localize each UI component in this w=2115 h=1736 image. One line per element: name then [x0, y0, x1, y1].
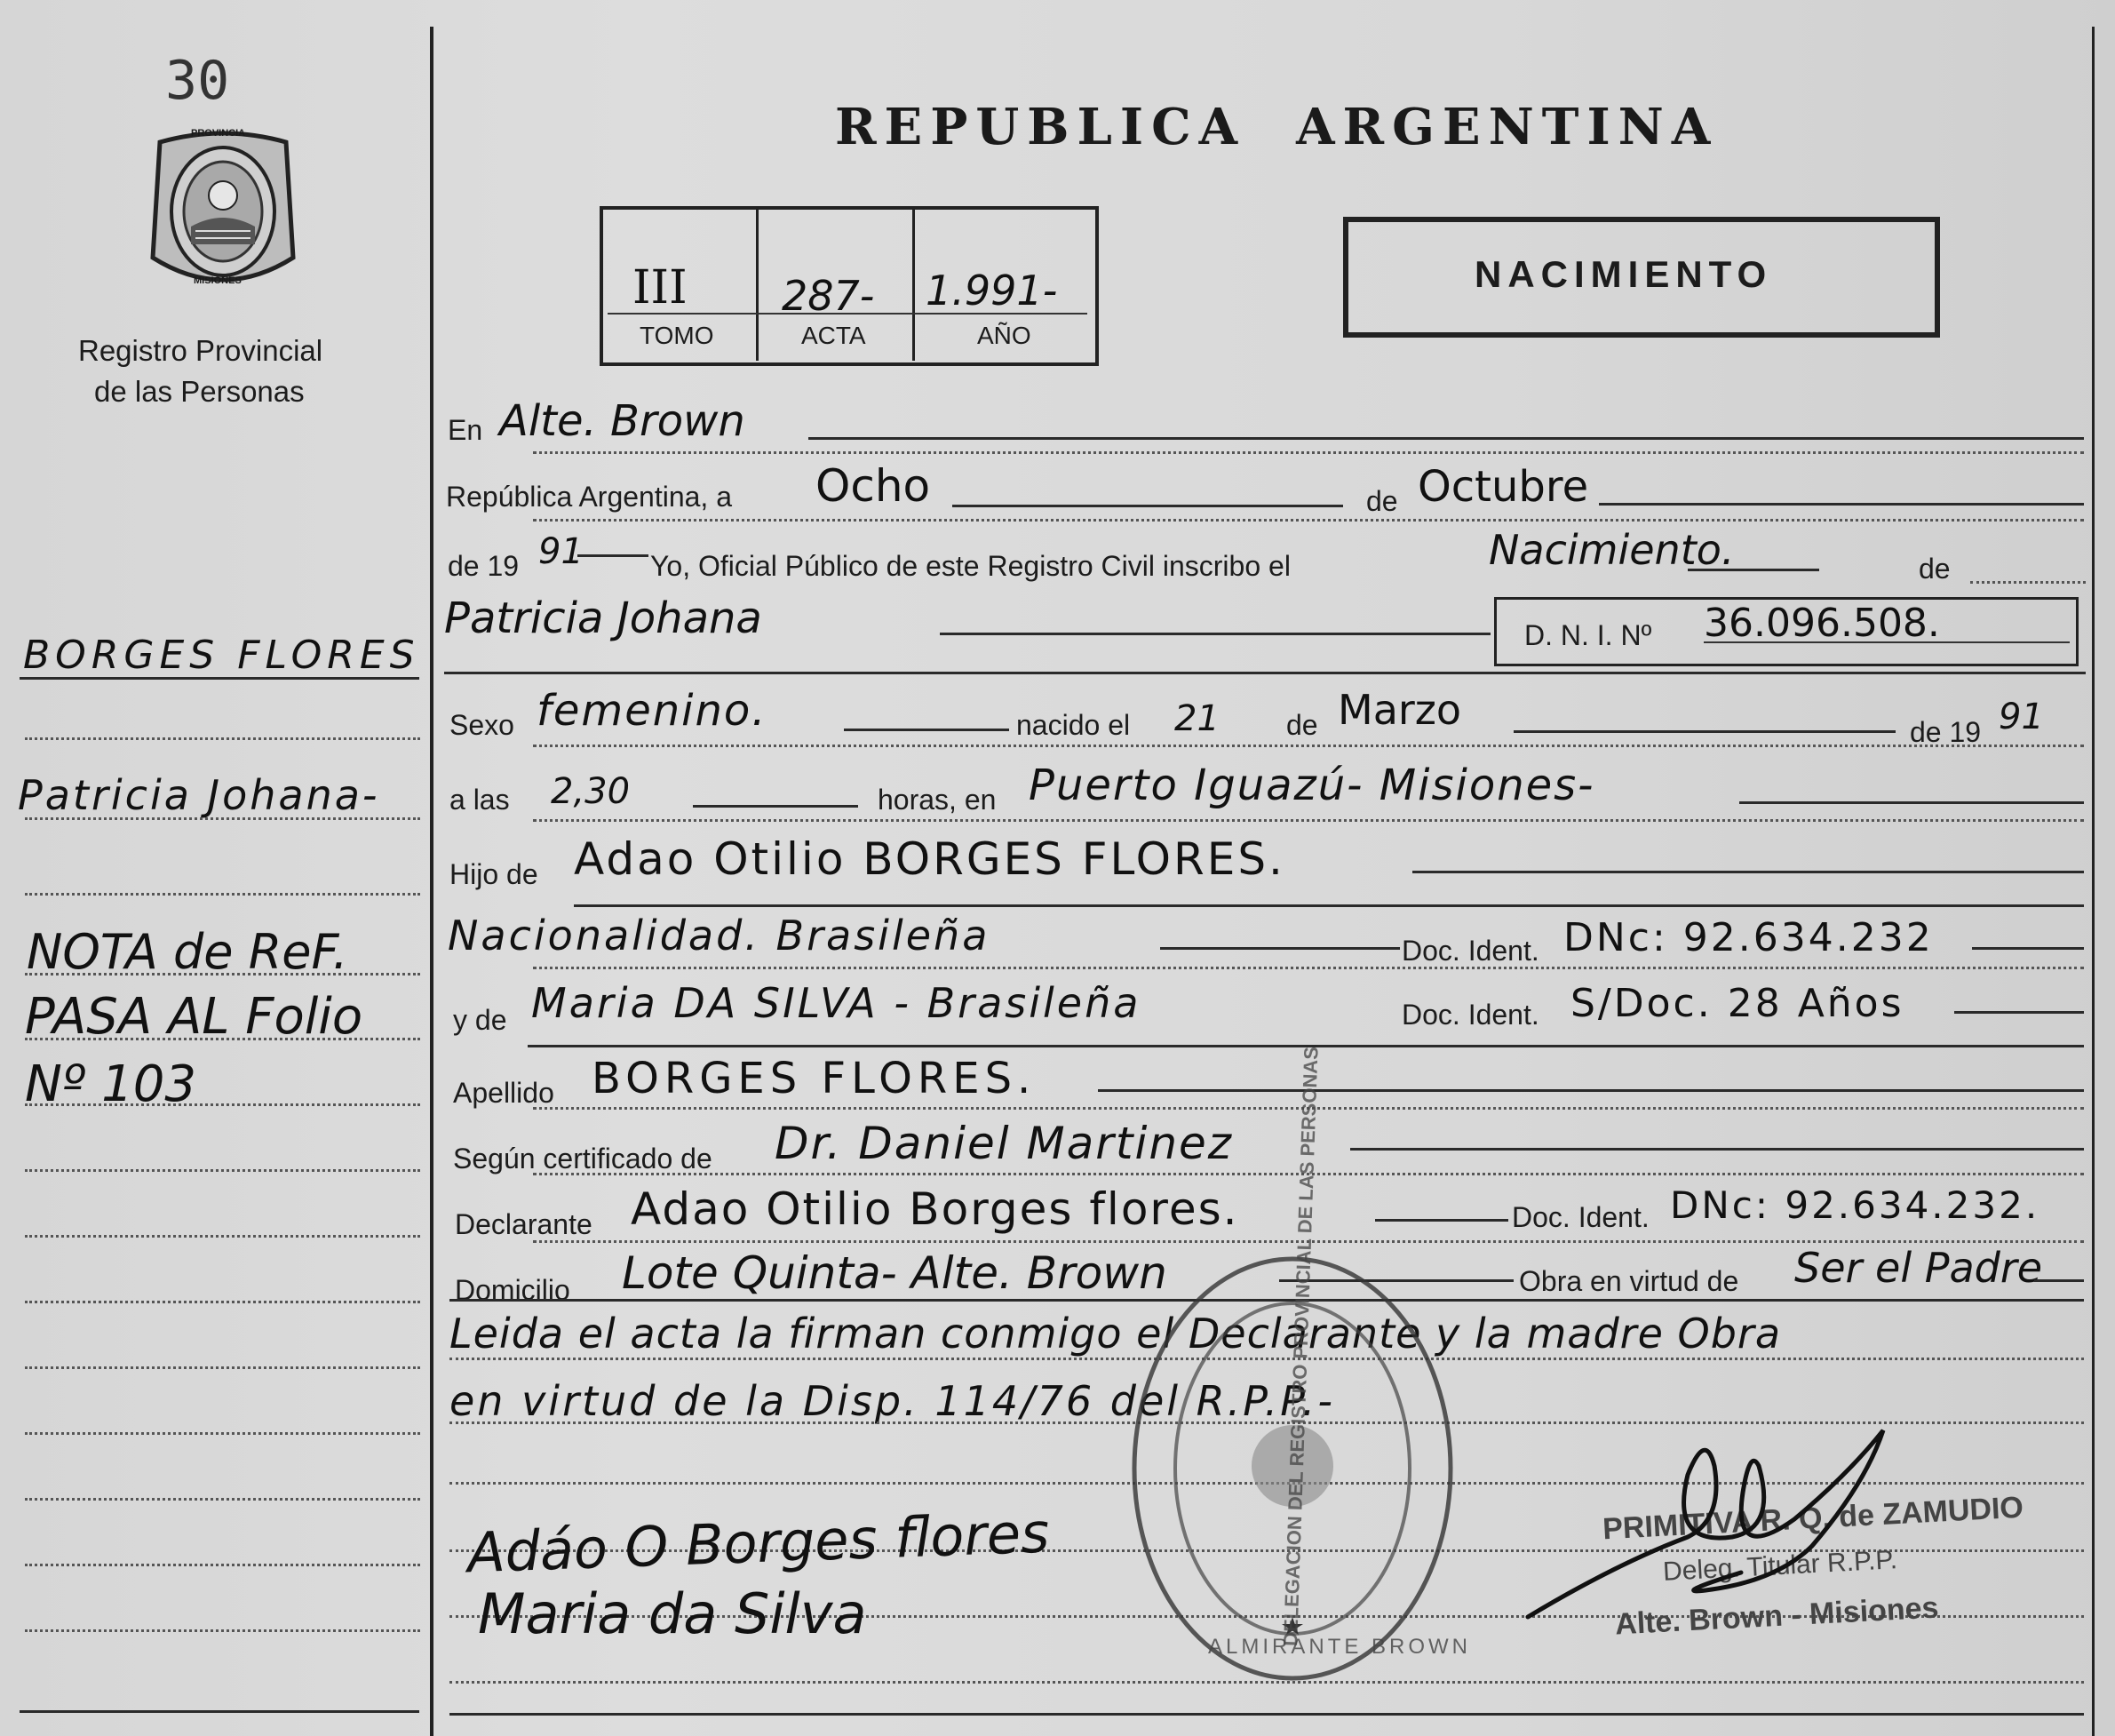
- provincial-seal-icon: [142, 124, 304, 299]
- value-lugar-nac: Puerto Iguazú- Misiones-: [1029, 760, 1595, 810]
- label-domicilio: Domicilio: [455, 1274, 570, 1306]
- observations-line1: Leida el acta la firman conmigo el Declarante y la madre Obra: [449, 1310, 1782, 1358]
- dotted-line: [533, 519, 2084, 522]
- official-stamp-line2: Deleg. Titular R.P.P.: [1662, 1545, 1898, 1587]
- margin-surname: BORGES FLORES: [23, 633, 420, 678]
- fill-line: [1098, 1089, 2084, 1092]
- label-de2: de: [1286, 709, 1318, 741]
- margin-dotted-line: [25, 1103, 420, 1106]
- value-anio-suffix: 91: [538, 531, 584, 572]
- observations-line2: en virtud de la Disp. 114/76 del R.P.P.-: [449, 1377, 1335, 1425]
- value-madre: Maria DA SILVA - Brasileña: [531, 979, 1141, 1027]
- margin-dotted-line: [25, 817, 420, 820]
- value-obra: Ser el Padre: [1794, 1244, 2043, 1292]
- label-de: de: [1366, 485, 1398, 517]
- fill-line: [1704, 641, 2070, 643]
- dotted-line: [533, 967, 2084, 969]
- tomo-label: TOMO: [640, 322, 714, 349]
- fill-line: [1599, 503, 2084, 506]
- fill-line: [952, 505, 1343, 507]
- value-mes-nac: Marzo: [1338, 686, 1462, 734]
- value-nombre: Patricia Johana: [444, 593, 762, 643]
- margin-dotted-line: [25, 1629, 420, 1632]
- label-doc-ident-padre: Doc. Ident.: [1402, 935, 1539, 967]
- label-horas-en: horas, en: [878, 784, 997, 816]
- section-rule: [574, 904, 2084, 907]
- value-certificado: Dr. Daniel Martinez: [775, 1118, 1234, 1169]
- fill-line: [1972, 947, 2084, 950]
- value-lugar: Alte. Brown: [499, 396, 745, 446]
- label-a-las: a las: [449, 784, 510, 816]
- label-dni: D. N. I. Nº: [1524, 619, 1652, 651]
- official-stamp-line1: PRIMITIVA R. Q. de ZAMUDIO: [1602, 1490, 2024, 1547]
- label-declarante: Declarante: [455, 1208, 592, 1240]
- fill-line: [808, 437, 2084, 440]
- value-apellido: BORGES FLORES.: [592, 1054, 1037, 1103]
- value-dia: Ocho: [815, 460, 931, 512]
- label-sexo: Sexo: [449, 709, 514, 741]
- fill-line: [1514, 730, 1896, 733]
- label-apellido: Apellido: [453, 1077, 554, 1109]
- margin-note-line3: Nº 103: [25, 1055, 196, 1113]
- fill-line: [1954, 1011, 2084, 1014]
- seal-text-top: PROVINCIA: [191, 128, 246, 139]
- fill-line: [1350, 1148, 2084, 1151]
- column-divider: [430, 27, 433, 1736]
- margin-note-line1: NOTA de ReF.: [27, 924, 348, 980]
- fill-line: [1688, 569, 1819, 571]
- label-hijo-de: Hijo de: [449, 858, 538, 890]
- label-segun: Según certificado de: [453, 1143, 712, 1175]
- fill-line: [1739, 801, 2084, 804]
- value-doc-padre: DNc: 92.634.232: [1563, 915, 1934, 960]
- label-de-19: de 19: [448, 550, 520, 582]
- value-doc-madre: S/Doc. 28 Años: [1570, 981, 1904, 1026]
- official-stamp-line3: Alte. Brown - Misiones: [1614, 1590, 1940, 1642]
- section-rule: [449, 1713, 2084, 1716]
- margin-dotted-line: [25, 1564, 420, 1566]
- fill-line: [693, 805, 858, 808]
- section-rule: [444, 672, 2086, 674]
- label-y-de: y de: [453, 1004, 507, 1036]
- value-doc-declarante: DNc: 92.634.232.: [1670, 1183, 2040, 1227]
- ref-box-divider: [912, 210, 915, 361]
- margin-dotted-line: [25, 1432, 420, 1435]
- acta-label: ACTA: [801, 322, 866, 349]
- record-type: NACIMIENTO: [1475, 253, 1773, 295]
- value-mes: Octubre: [1418, 462, 1589, 512]
- margin-dotted-line: [25, 1301, 420, 1303]
- margin-note-line2: PASA AL Folio: [25, 988, 363, 1046]
- seal-text-bottom: MISIONES: [194, 275, 242, 286]
- value-domicilio: Lote Quinta- Alte. Brown: [622, 1247, 1167, 1299]
- anio-label: AÑO: [977, 322, 1031, 349]
- dotted-line: [533, 451, 2084, 454]
- label-yo: Yo, Oficial Público de este Registro Civil inscribo el: [650, 550, 1291, 582]
- acta-value: 287-: [782, 272, 875, 320]
- fill-line: [940, 633, 1491, 635]
- registry-name-line2: de las Personas: [94, 375, 305, 408]
- margin-rule: [20, 1710, 419, 1713]
- round-stamp-outer-text: DELEGACION DEL REGISTRO PROVINCIAL DE LAS PERSONAS: [1279, 1046, 1323, 1647]
- value-tipo: Nacimiento.: [1489, 526, 1735, 574]
- country-title: REPUBLICA ARGENTINA: [835, 98, 1719, 156]
- value-dia-nac: 21: [1174, 698, 1220, 739]
- label-obra: Obra en virtud de: [1519, 1265, 1739, 1297]
- label-en: En: [448, 414, 483, 446]
- margin-dotted-line: [25, 737, 420, 740]
- fill-line: [1412, 871, 2084, 873]
- value-anio-nac: 91: [1999, 697, 2044, 737]
- label-doc-ident-declarante: Doc. Ident.: [1512, 1201, 1650, 1233]
- label-de-end: de: [1919, 553, 1951, 585]
- value-sexo: femenino.: [537, 686, 767, 736]
- registrar-signature-icon: [1510, 1413, 1919, 1635]
- label-de-19b: de 19: [1910, 716, 1982, 748]
- fill-line: [1160, 947, 1400, 950]
- value-hora: 2,30: [551, 771, 631, 812]
- margin-dotted-line: [25, 1366, 420, 1369]
- dotted-line: [1970, 581, 2086, 584]
- margin-dotted-line: [25, 1038, 420, 1040]
- dotted-line: [533, 819, 2084, 822]
- fill-line: [2034, 1279, 2084, 1282]
- margin-given-names: Patricia Johana-: [18, 771, 380, 819]
- right-edge-line: [2092, 27, 2095, 1736]
- label-doc-ident-madre: Doc. Ident.: [1402, 999, 1539, 1031]
- margin-dotted-line: [25, 973, 420, 976]
- page-number: 30: [165, 50, 230, 112]
- round-stamp-inner-text: ALMIRANTE BROWN: [1208, 1635, 1472, 1659]
- label-nacido: nacido el: [1016, 709, 1131, 741]
- signature-father: Adáo O Borges flores: [465, 1500, 1051, 1586]
- dotted-line: [533, 745, 2084, 747]
- margin-dotted-line: [25, 1169, 420, 1172]
- anio-value: 1.991-: [926, 267, 1058, 315]
- fill-line: [844, 729, 1009, 731]
- ref-box-divider: [756, 210, 759, 361]
- margin-dotted-line: [25, 1498, 420, 1501]
- value-dni: 36.096.508.: [1704, 601, 1940, 646]
- tomo-value: III: [632, 261, 688, 315]
- value-declarante: Adao Otilio Borges flores.: [631, 1183, 1239, 1235]
- margin-dotted-line: [25, 1235, 420, 1238]
- margin-rule: [20, 677, 419, 680]
- value-padre: Adao Otilio BORGES FLORES.: [574, 833, 1285, 885]
- signature-mother: Maria da Silva: [478, 1581, 867, 1646]
- fill-line: [1375, 1219, 1508, 1222]
- fill-line: [577, 554, 648, 557]
- registry-name-line1: Registro Provincial: [78, 334, 323, 367]
- margin-dotted-line: [25, 893, 420, 896]
- value-nacionalidad-padre: Nacionalidad. Brasileña: [448, 912, 990, 960]
- label-republica: República Argentina, a: [446, 481, 732, 513]
